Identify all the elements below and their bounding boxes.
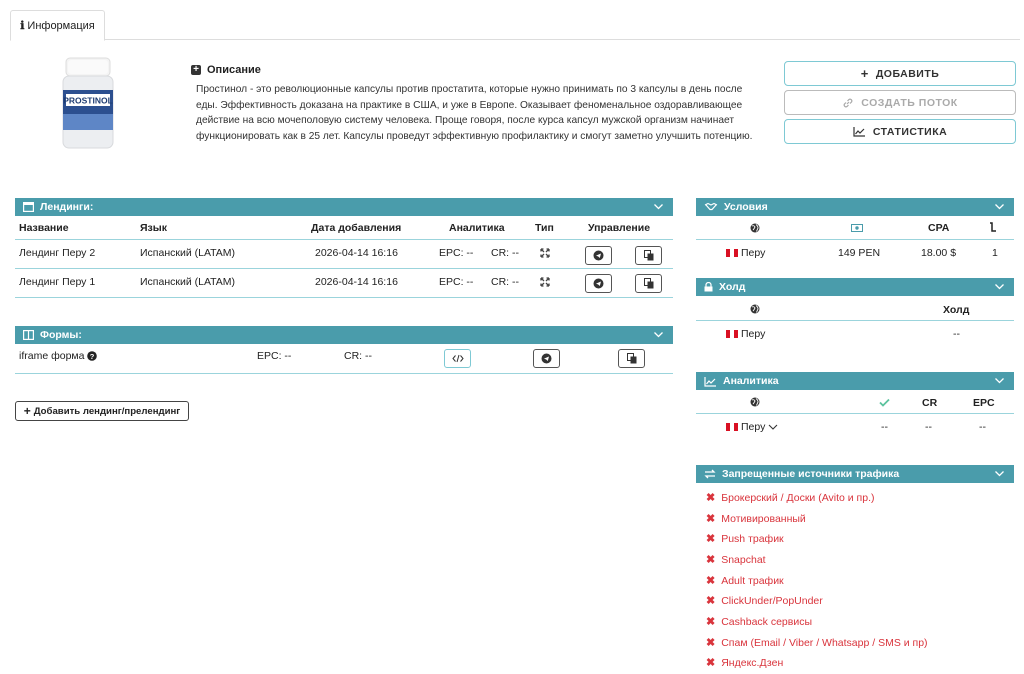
chevron-down-icon[interactable] [994,201,1005,212]
copy-icon [627,353,637,364]
col-header-type: Тип [535,222,554,234]
landing-epc: EPC: -- [439,276,474,288]
chevron-down-icon[interactable] [994,468,1005,479]
landing-date: 2026-04-14 16:16 [315,247,398,259]
send-button[interactable] [585,274,612,293]
hold-panel-header[interactable] [696,278,1014,296]
product-image [62,56,114,150]
col-header-cr: CR [922,397,938,409]
forbidden-item [706,594,823,607]
close-icon: ✖ [706,492,716,504]
send-button[interactable] [533,349,560,368]
hold-value: -- [953,328,960,340]
close-icon: ✖ [706,595,716,607]
lock-icon [704,282,713,292]
hold-country [726,328,765,340]
send-button[interactable] [585,246,612,265]
analytics-country[interactable] [726,421,778,433]
analytics-title: Аналитика [723,375,779,387]
landing-cr: CR: -- [491,247,519,259]
globe-icon [750,223,760,233]
question-circle-icon[interactable] [87,351,97,361]
copy-icon [644,250,654,261]
handshake-icon [704,202,718,212]
divider [696,320,1014,321]
forbidden-item-label: Брокерский / Доски (Avito и пр.) [721,492,875,504]
chevron-down-icon[interactable] [994,375,1005,386]
col-header-hold: Холд [943,304,970,316]
info-icon: ℹ [20,19,25,32]
close-icon: ✖ [706,554,716,566]
forbidden-item-label: ClickUnder/PopUnder [721,595,823,607]
divider [696,239,1014,240]
col-header-epc: EPC [973,397,995,409]
analytics-epc: -- [979,421,986,433]
col-header-date: Дата добавления [311,222,402,234]
form-epc: EPC: -- [257,350,292,362]
close-icon: ✖ [706,637,716,649]
hold-country-name: Перу [741,328,766,340]
embed-code-button[interactable] [444,349,471,368]
forbidden-item [706,512,806,525]
create-stream-label: СОЗДАТЬ ПОТОК [861,96,958,109]
landing-name: Лендинг Перу 1 [19,276,96,288]
forbidden-item [706,491,875,504]
forbidden-item [706,656,783,669]
landing-epc: EPC: -- [439,247,474,259]
check-icon [879,398,890,407]
code-icon [452,354,464,363]
close-icon: ✖ [706,657,716,669]
analytics-country-name: Перу [741,421,766,433]
divider [15,297,673,298]
conditions-country-name: Перу [741,247,766,259]
chevron-down-icon[interactable] [994,281,1005,292]
peru-flag-icon [726,249,738,257]
hold-title: Холд [719,281,746,293]
link-icon [842,97,854,109]
peru-flag-icon [726,423,738,431]
peru-flag-icon [726,330,738,338]
col-header-name: Название [19,222,69,234]
conditions-price: 149 PEN [838,247,881,259]
copy-icon [644,278,654,289]
copy-button[interactable] [618,349,645,368]
form-name: iframe форма [19,350,85,362]
close-icon: ✖ [706,513,716,525]
form-cr: CR: -- [344,350,372,362]
chart-line-icon [853,126,866,137]
add-button-label: ДОБАВИТЬ [875,67,940,80]
description-title-text: Описание [207,64,261,76]
conditions-country [726,247,765,259]
forms-title: Формы: [40,329,82,341]
analytics-cr: -- [925,421,932,433]
globe-icon [750,304,760,314]
telegram-icon [593,250,604,261]
add-landing-label: Добавить лендинг/прелендинг [33,405,181,417]
tab-label: Информация [27,19,95,32]
description-text: Простинол - это революционные капсулы против простатита, которые нужно принимать по 3 капсулы в день после еды. Эффективность доказана на практике в США, и уже в Европе. Оказывает феноменальное оздоравливающее действие на всю мочеполовую систему человека. Проще говоря, после курса капсул мужской организм начинает функционировать как в 25 лет. Капсулы проведут эффективную профилактику и смогут заметно улучшить потенцию. [196,84,753,142]
forbidden-item-label: Спам (Email / Viber / Whatsapp / SMS и пр) [721,637,928,649]
statistics-button[interactable] [784,119,1016,144]
forbidden-item-label: Cashback сервисы [721,616,812,628]
plus-icon: + [23,404,31,418]
conditions-title: Условия [724,201,768,213]
chevron-down-icon[interactable] [653,201,664,212]
columns-icon [23,330,34,340]
tab-information[interactable] [10,10,105,41]
col-header-cpa: CPA [928,222,950,234]
plus-icon: + [860,65,869,81]
conditions-panel-header[interactable] [696,198,1014,216]
conditions-qty: 1 [992,247,998,259]
close-icon: ✖ [706,533,716,545]
telegram-icon [593,278,604,289]
forbidden-item [706,532,784,545]
add-landing-button[interactable] [15,401,189,421]
globe-icon [750,397,760,407]
landings-title: Лендинги: [40,201,94,213]
forbidden-item-label: Adult трафик [721,575,784,587]
conditions-cpa: 18.00 $ [921,247,957,259]
form-name-cell [19,350,97,362]
forbidden-panel-header[interactable] [696,465,1014,483]
product-image-label: PROSTINOL [63,95,113,106]
divider [696,413,1014,414]
analytics-approve: -- [881,421,888,433]
telegram-icon [541,353,552,364]
landing-name: Лендинг Перу 2 [19,247,96,259]
plus-square-icon: + [191,65,201,75]
exchange-icon [704,469,716,479]
add-button[interactable] [784,61,1016,86]
window-icon [23,202,34,212]
divider [15,373,673,374]
expand-icon[interactable] [540,248,550,258]
description-title [191,64,261,76]
landing-cr: CR: -- [491,276,519,288]
copy-button[interactable] [635,246,662,265]
forbidden-item-label: Яндекс.Дзен [721,657,784,669]
landing-language: Испанский (LATAM) [140,276,236,288]
forbidden-item [706,574,784,587]
money-icon [851,224,863,232]
forbidden-item [706,636,928,649]
expand-icon[interactable] [540,277,550,287]
chevron-down-icon[interactable] [653,329,664,340]
close-icon: ✖ [706,616,716,628]
analytics-panel-header[interactable] [696,372,1014,390]
forbidden-item-label: Мотивированный [721,513,806,525]
chart-line-icon [704,376,717,387]
divider [15,268,673,269]
landing-language: Испанский (LATAM) [140,247,236,259]
forbidden-item [706,615,812,628]
forbidden-title: Запрещенные источники трафика [722,468,900,480]
create-stream-button[interactable] [784,90,1016,115]
forms-panel-header[interactable] [15,326,673,344]
col-header-analytics: Аналитика [449,222,505,234]
forbidden-item-label: Push трафик [721,533,784,545]
col-header-language: Язык [140,222,167,234]
svg-text:?: ? [90,352,95,361]
copy-button[interactable] [635,274,662,293]
tab-bar [10,10,1020,40]
forbidden-item [706,553,766,566]
forbidden-item-label: Snapchat [721,554,766,566]
col-header-manage: Управление [588,222,651,234]
landing-date: 2026-04-14 16:16 [315,276,398,288]
chevron-down-icon [768,423,778,431]
landings-panel-header[interactable] [15,198,673,216]
level-down-icon [989,222,997,233]
divider [15,239,673,240]
close-icon: ✖ [706,575,716,587]
statistics-label: СТАТИСТИКА [872,125,948,138]
